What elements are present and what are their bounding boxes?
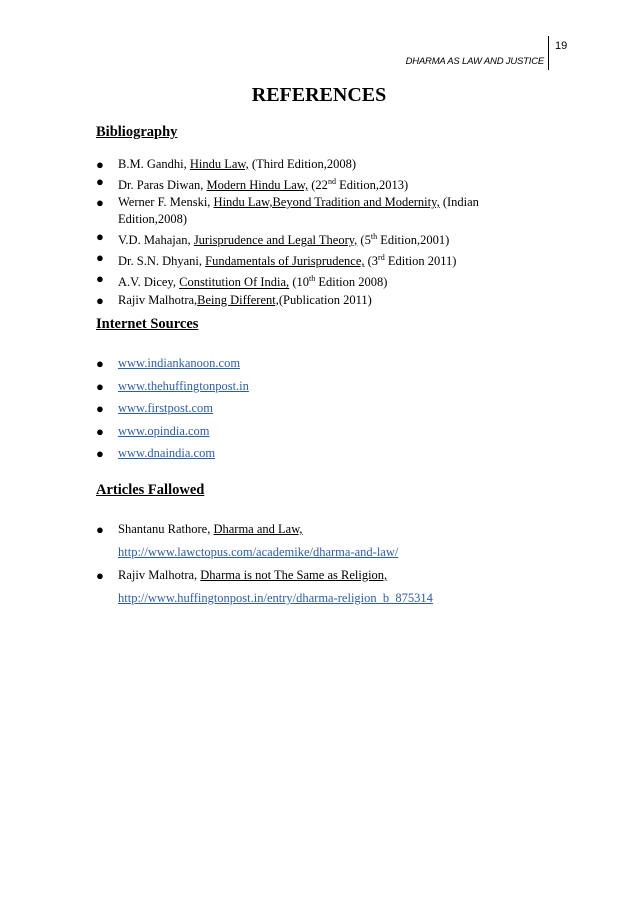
edition: Edition,2013) [335,178,409,193]
source-link[interactable]: www.thehuffingtonpost.in [118,378,249,393]
list-item [96,378,526,395]
bullet-icon: ● [96,229,104,245]
edition: (5 [357,233,371,248]
article-title: Dharma is not The Same as Religion, [200,568,388,582]
bullet-icon: ● [96,423,104,439]
bullet-icon: ● [96,446,104,461]
list-item [96,228,526,249]
author: B.M. Gandhi, [118,157,190,171]
list-item [96,567,526,607]
list-item [96,445,526,462]
bullet-icon: ● [96,195,104,211]
book-title: Fundamentals of Jurisprudence, [205,254,365,269]
bibliography-list [96,156,526,309]
source-link[interactable]: www.opindia.com [118,423,210,438]
page-header [0,0,638,80]
edition: (22 [308,178,328,193]
running-title: DHARMA AS LAW AND JUSTICE [405,56,544,67]
bullet-icon: ● [96,271,104,287]
book-title: Constitution Of India, [179,275,290,290]
book-title: Hindu Law,Beyond Tradition and Modernity, [213,195,440,210]
edition-suffix: rd [378,253,385,263]
edition-suffix: th [308,274,316,284]
list-item [96,194,526,228]
edition: Edition 2011) [384,254,457,269]
edition-suffix: nd [327,177,336,186]
list-item [96,521,526,561]
source-link[interactable]: www.firstpost.com [118,401,214,415]
source-link[interactable]: www.dnaindia.com [118,446,216,460]
edition: (Third Edition,2008) [248,157,357,171]
edition: (Publication 2011) [278,292,372,307]
edition: Edition 2008) [315,275,388,290]
author: Rajiv Malhotra, [118,292,198,307]
article-title: Dharma and Law, [213,522,303,536]
author: Dr. Paras Diwan, [118,178,207,193]
bullet-icon: ● [96,568,104,583]
book-title: Hindu Law, [189,157,249,171]
list-item [96,156,526,173]
book-title: Being Different, [197,292,279,307]
book-title: Modern Hindu Law, [206,178,309,193]
author: Werner F. Menski, [118,195,214,210]
bullet-icon: ● [96,356,104,371]
bullet-icon: ● [96,401,104,416]
bibliography-heading: Bibliography [96,124,178,140]
edition-suffix: th [370,232,378,242]
list-item [96,292,526,309]
page-title [0,84,638,107]
article-link[interactable]: http://www.huffingtonpost.in/entry/dharma-religion_b_875314 [118,591,433,605]
header-divider [548,36,549,70]
book-title: Jurisprudence and Legal Theory, [193,233,358,248]
bullet-icon: ● [96,157,104,172]
edition: Edition,2001) [377,233,450,248]
edition: (Indian Edition,2008) [118,195,479,227]
author: Shantanu Rathore, [118,522,214,536]
internet-sources-list [96,355,526,468]
list-item [96,400,526,417]
list-item [96,173,526,194]
article-link[interactable]: http://www.lawctopus.com/academike/dharma-and-law/ [118,545,399,559]
bullet-icon: ● [96,174,104,189]
bullet-icon: ● [96,250,104,266]
edition: (10 [289,275,309,290]
list-item [96,270,526,291]
edition: (3 [364,254,379,269]
author: A.V. Dicey, [118,275,180,290]
list-item [96,249,526,270]
internet-sources-heading: Internet Sources [96,316,199,332]
list-item [96,423,526,440]
bullet-icon: ● [96,292,104,308]
page-title-text: REFERENCES [251,84,387,106]
source-link[interactable]: www.indiankanoon.com [118,356,241,370]
author: Rajiv Malhotra, [118,568,201,582]
list-item [96,355,526,372]
articles-heading: Articles Fallowed [96,482,205,498]
page-number: 19 [555,40,568,52]
articles-list [96,521,526,613]
bullet-icon: ● [96,522,104,537]
bullet-icon: ● [96,378,104,394]
author: Dr. S.N. Dhyani, [118,254,206,269]
author: V.D. Mahajan, [118,233,194,248]
